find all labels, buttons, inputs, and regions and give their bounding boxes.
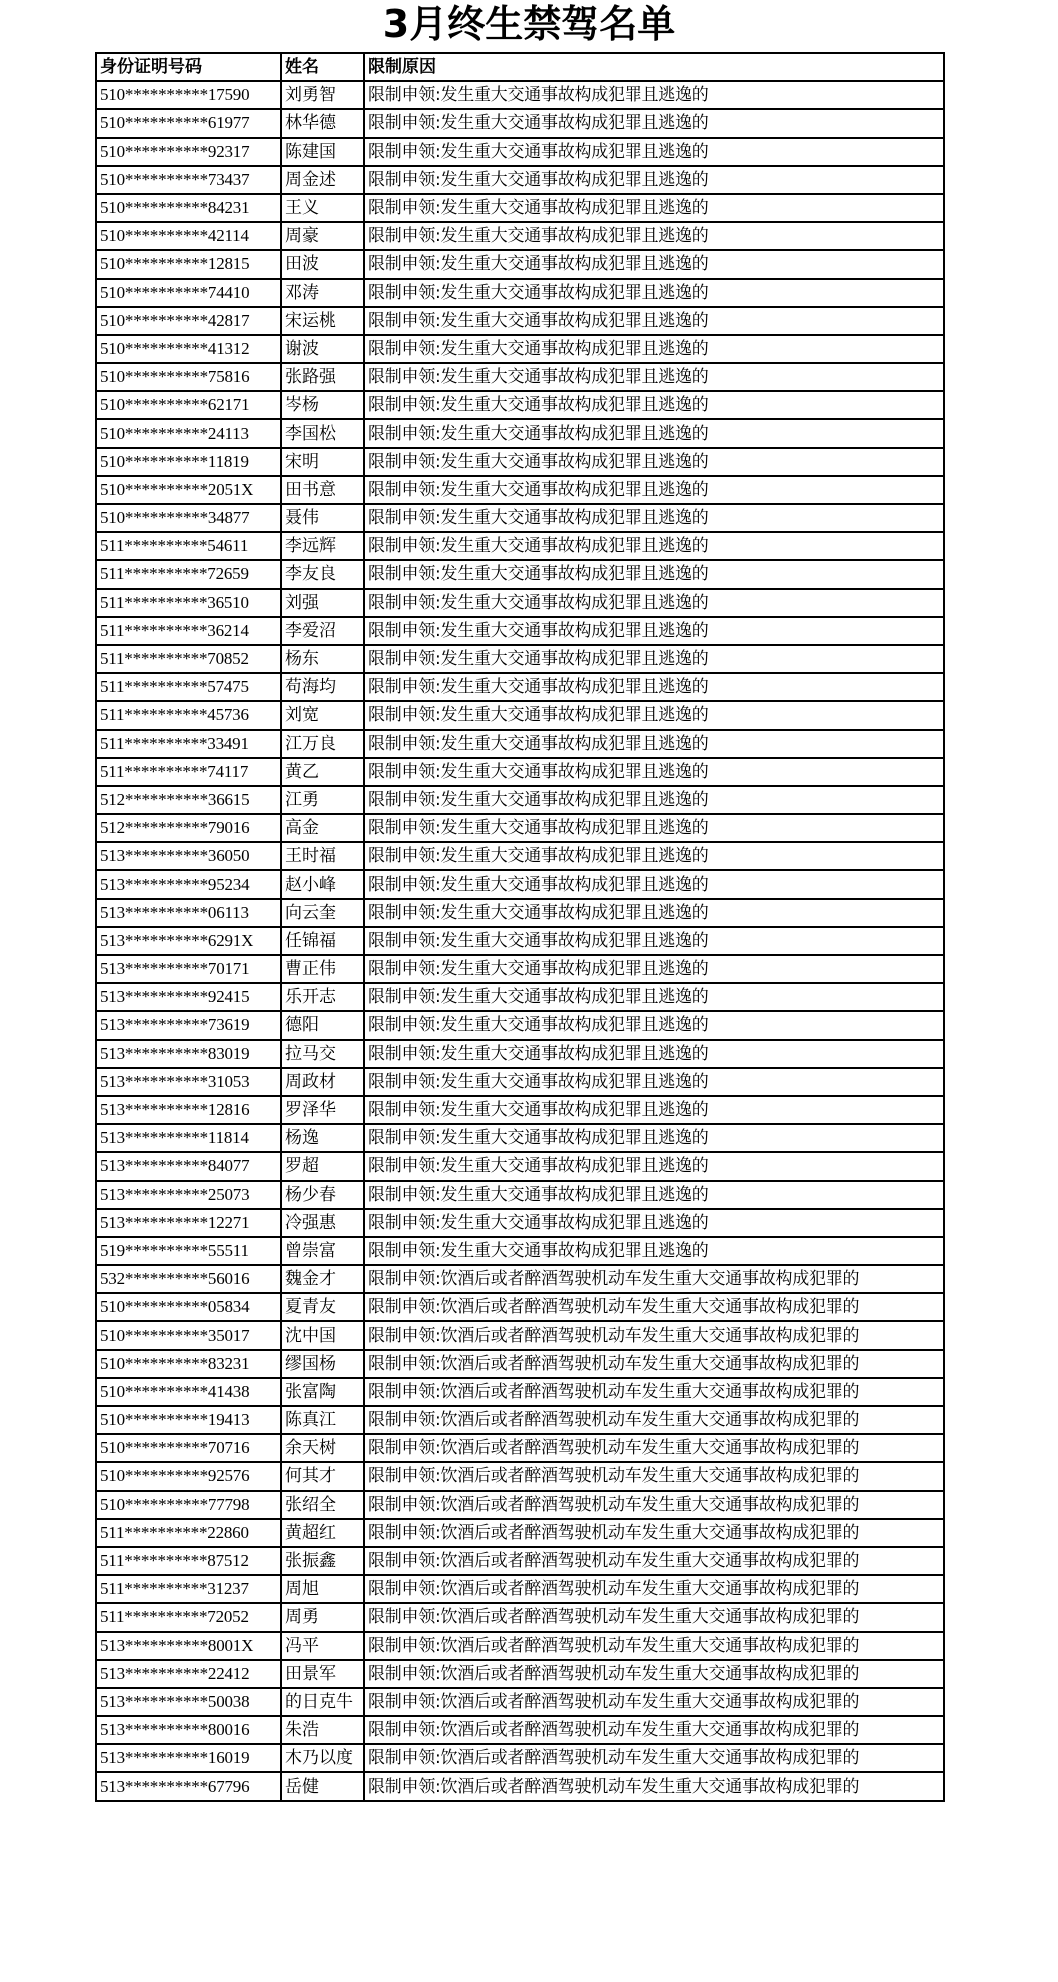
name-cell: 苟海均 [281, 673, 364, 701]
reason-cell: 限制申领:发生重大交通事故构成犯罪且逃逸的 [364, 1068, 944, 1096]
reason-cell: 限制申领:发生重大交通事故构成犯罪且逃逸的 [364, 1040, 944, 1068]
reason-cell: 限制申领:饮酒后或者醉酒驾驶机动车发生重大交通事故构成犯罪的 [364, 1716, 944, 1744]
table-row [96, 786, 944, 814]
reason-cell: 限制申领:发生重大交通事故构成犯罪且逃逸的 [364, 1011, 944, 1039]
id-cell: 513**********36050 [96, 842, 281, 870]
column-header-name: 姓名 [281, 53, 364, 81]
name-cell: 德阳 [281, 1011, 364, 1039]
name-cell: 田波 [281, 250, 364, 278]
table-row [96, 927, 944, 955]
id-cell: 513**********06113 [96, 899, 281, 927]
table-row [96, 1744, 944, 1772]
reason-cell: 限制申领:饮酒后或者醉酒驾驶机动车发生重大交通事故构成犯罪的 [364, 1406, 944, 1434]
reason-cell: 限制申领:发生重大交通事故构成犯罪且逃逸的 [364, 1124, 944, 1152]
reason-cell: 限制申领:发生重大交通事故构成犯罪且逃逸的 [364, 307, 944, 335]
name-cell: 赵小峰 [281, 870, 364, 898]
name-cell: 周豪 [281, 222, 364, 250]
reason-cell: 限制申领:发生重大交通事故构成犯罪且逃逸的 [364, 983, 944, 1011]
reason-cell: 限制申领:发生重大交通事故构成犯罪且逃逸的 [364, 81, 944, 109]
reason-cell: 限制申领:发生重大交通事故构成犯罪且逃逸的 [364, 363, 944, 391]
id-cell: 511**********70852 [96, 645, 281, 673]
id-cell: 510**********41438 [96, 1378, 281, 1406]
reason-cell: 限制申领:饮酒后或者醉酒驾驶机动车发生重大交通事故构成犯罪的 [364, 1660, 944, 1688]
id-cell: 510**********77798 [96, 1491, 281, 1519]
name-cell: 聂伟 [281, 504, 364, 532]
name-cell: 林华德 [281, 109, 364, 137]
id-cell: 513**********8001X [96, 1632, 281, 1660]
table-row [96, 814, 944, 842]
id-cell: 510**********19413 [96, 1406, 281, 1434]
reason-cell: 限制申领:发生重大交通事故构成犯罪且逃逸的 [364, 335, 944, 363]
id-cell: 510**********92317 [96, 138, 281, 166]
reason-cell: 限制申领:饮酒后或者醉酒驾驶机动车发生重大交通事故构成犯罪的 [364, 1547, 944, 1575]
reason-cell: 限制申领:发生重大交通事故构成犯罪且逃逸的 [364, 673, 944, 701]
name-cell: 任锦福 [281, 927, 364, 955]
table-row [96, 222, 944, 250]
reason-cell: 限制申领:发生重大交通事故构成犯罪且逃逸的 [364, 279, 944, 307]
reason-cell: 限制申领:发生重大交通事故构成犯罪且逃逸的 [364, 899, 944, 927]
table-row [96, 476, 944, 504]
table-row [96, 448, 944, 476]
name-cell: 周金述 [281, 166, 364, 194]
id-cell: 510**********41312 [96, 335, 281, 363]
reason-cell: 限制申领:饮酒后或者醉酒驾驶机动车发生重大交通事故构成犯罪的 [364, 1378, 944, 1406]
name-cell: 刘宽 [281, 701, 364, 729]
name-cell: 李远辉 [281, 532, 364, 560]
table-row [96, 419, 944, 447]
table-row [96, 955, 944, 983]
table-row [96, 1575, 944, 1603]
reason-cell: 限制申领:发生重大交通事故构成犯罪且逃逸的 [364, 927, 944, 955]
name-cell: 田景军 [281, 1660, 364, 1688]
name-cell: 王义 [281, 194, 364, 222]
table-header-row [96, 53, 944, 81]
reason-cell: 限制申领:发生重大交通事故构成犯罪且逃逸的 [364, 701, 944, 729]
reason-cell: 限制申领:饮酒后或者醉酒驾驶机动车发生重大交通事故构成犯罪的 [364, 1603, 944, 1631]
table-row [96, 194, 944, 222]
table-row [96, 983, 944, 1011]
name-cell: 木乃以度 [281, 1744, 364, 1772]
reason-cell: 限制申领:发生重大交通事故构成犯罪且逃逸的 [364, 532, 944, 560]
id-cell: 510**********70716 [96, 1434, 281, 1462]
name-cell: 张振鑫 [281, 1547, 364, 1575]
id-cell: 510**********2051X [96, 476, 281, 504]
reason-cell: 限制申领:饮酒后或者醉酒驾驶机动车发生重大交通事故构成犯罪的 [364, 1519, 944, 1547]
reason-cell: 限制申领:发生重大交通事故构成犯罪且逃逸的 [364, 504, 944, 532]
id-cell: 513**********70171 [96, 955, 281, 983]
table-row [96, 673, 944, 701]
id-cell: 511**********22860 [96, 1519, 281, 1547]
table-row [96, 645, 944, 673]
table-row [96, 1547, 944, 1575]
id-cell: 511**********36510 [96, 589, 281, 617]
name-cell: 陈真江 [281, 1406, 364, 1434]
table-row [96, 1350, 944, 1378]
name-cell: 沈中国 [281, 1321, 364, 1349]
table-row [96, 1688, 944, 1716]
table-row [96, 1603, 944, 1631]
id-cell: 519**********55511 [96, 1237, 281, 1265]
table-row [96, 335, 944, 363]
id-cell: 513**********16019 [96, 1744, 281, 1772]
name-cell: 向云奎 [281, 899, 364, 927]
table-row [96, 1040, 944, 1068]
id-cell: 510**********83231 [96, 1350, 281, 1378]
id-cell: 511**********36214 [96, 617, 281, 645]
id-cell: 511**********87512 [96, 1547, 281, 1575]
name-cell: 邓涛 [281, 279, 364, 307]
name-cell: 余天树 [281, 1434, 364, 1462]
table-row [96, 870, 944, 898]
name-cell: 杨逸 [281, 1124, 364, 1152]
table-row [96, 1011, 944, 1039]
id-cell: 510**********62171 [96, 391, 281, 419]
reason-cell: 限制申领:饮酒后或者醉酒驾驶机动车发生重大交通事故构成犯罪的 [364, 1350, 944, 1378]
reason-cell: 限制申领:发生重大交通事故构成犯罪且逃逸的 [364, 730, 944, 758]
ban-list-table [95, 52, 945, 1802]
name-cell: 冯平 [281, 1632, 364, 1660]
table-row [96, 307, 944, 335]
table-row [96, 617, 944, 645]
id-cell: 513**********95234 [96, 870, 281, 898]
id-cell: 510**********84231 [96, 194, 281, 222]
reason-cell: 限制申领:发生重大交通事故构成犯罪且逃逸的 [364, 448, 944, 476]
table-row [96, 1321, 944, 1349]
id-cell: 513**********83019 [96, 1040, 281, 1068]
table-row [96, 1660, 944, 1688]
name-cell: 黄超红 [281, 1519, 364, 1547]
reason-cell: 限制申领:发生重大交通事故构成犯罪且逃逸的 [364, 842, 944, 870]
table-row [96, 1096, 944, 1124]
name-cell: 江勇 [281, 786, 364, 814]
table-row [96, 1293, 944, 1321]
reason-cell: 限制申领:发生重大交通事故构成犯罪且逃逸的 [364, 222, 944, 250]
name-cell: 曾崇富 [281, 1237, 364, 1265]
id-cell: 510**********34877 [96, 504, 281, 532]
table-row [96, 560, 944, 588]
name-cell: 刘强 [281, 589, 364, 617]
table-row [96, 758, 944, 786]
table-row [96, 1632, 944, 1660]
reason-cell: 限制申领:饮酒后或者醉酒驾驶机动车发生重大交通事故构成犯罪的 [364, 1434, 944, 1462]
id-cell: 513**********73619 [96, 1011, 281, 1039]
id-cell: 511**********72659 [96, 560, 281, 588]
table-row [96, 391, 944, 419]
reason-cell: 限制申领:饮酒后或者醉酒驾驶机动车发生重大交通事故构成犯罪的 [364, 1688, 944, 1716]
name-cell: 冷强惠 [281, 1209, 364, 1237]
reason-cell: 限制申领:发生重大交通事故构成犯罪且逃逸的 [364, 617, 944, 645]
id-cell: 513**********25073 [96, 1181, 281, 1209]
id-cell: 513**********50038 [96, 1688, 281, 1716]
table-row [96, 899, 944, 927]
reason-cell: 限制申领:发生重大交通事故构成犯罪且逃逸的 [364, 250, 944, 278]
id-cell: 510**********12815 [96, 250, 281, 278]
table-row [96, 166, 944, 194]
reason-cell: 限制申领:发生重大交通事故构成犯罪且逃逸的 [364, 560, 944, 588]
reason-cell: 限制申领:发生重大交通事故构成犯罪且逃逸的 [364, 1181, 944, 1209]
id-cell: 510**********75816 [96, 363, 281, 391]
reason-cell: 限制申领:发生重大交通事故构成犯罪且逃逸的 [364, 194, 944, 222]
id-cell: 510**********17590 [96, 81, 281, 109]
reason-cell: 限制申领:发生重大交通事故构成犯罪且逃逸的 [364, 1152, 944, 1180]
id-cell: 510**********74410 [96, 279, 281, 307]
reason-cell: 限制申领:发生重大交通事故构成犯罪且逃逸的 [364, 1096, 944, 1124]
table-row [96, 81, 944, 109]
id-cell: 513**********11814 [96, 1124, 281, 1152]
name-cell: 何其才 [281, 1462, 364, 1490]
reason-cell: 限制申领:饮酒后或者醉酒驾驶机动车发生重大交通事故构成犯罪的 [364, 1321, 944, 1349]
id-cell: 513**********67796 [96, 1772, 281, 1800]
name-cell: 杨少春 [281, 1181, 364, 1209]
reason-cell: 限制申领:发生重大交通事故构成犯罪且逃逸的 [364, 814, 944, 842]
table-row [96, 1491, 944, 1519]
name-cell: 拉马交 [281, 1040, 364, 1068]
id-cell: 511**********33491 [96, 730, 281, 758]
reason-cell: 限制申领:饮酒后或者醉酒驾驶机动车发生重大交通事故构成犯罪的 [364, 1293, 944, 1321]
name-cell: 李爱沼 [281, 617, 364, 645]
name-cell: 岳健 [281, 1772, 364, 1800]
reason-cell: 限制申领:饮酒后或者醉酒驾驶机动车发生重大交通事故构成犯罪的 [364, 1632, 944, 1660]
id-cell: 510**********42114 [96, 222, 281, 250]
reason-cell: 限制申领:发生重大交通事故构成犯罪且逃逸的 [364, 1209, 944, 1237]
id-cell: 510**********11819 [96, 448, 281, 476]
id-cell: 513**********12271 [96, 1209, 281, 1237]
table-row [96, 504, 944, 532]
name-cell: 黄乙 [281, 758, 364, 786]
reason-cell: 限制申领:发生重大交通事故构成犯罪且逃逸的 [364, 476, 944, 504]
name-cell: 缪国杨 [281, 1350, 364, 1378]
table-row [96, 1406, 944, 1434]
reason-cell: 限制申领:饮酒后或者醉酒驾驶机动车发生重大交通事故构成犯罪的 [364, 1265, 944, 1293]
id-cell: 511**********74117 [96, 758, 281, 786]
table-row [96, 701, 944, 729]
name-cell: 李友良 [281, 560, 364, 588]
id-cell: 511**********72052 [96, 1603, 281, 1631]
table-row [96, 250, 944, 278]
name-cell: 宋明 [281, 448, 364, 476]
id-cell: 513**********80016 [96, 1716, 281, 1744]
column-header-id: 身份证明号码 [96, 53, 281, 81]
id-cell: 511**********45736 [96, 701, 281, 729]
name-cell: 谢波 [281, 335, 364, 363]
name-cell: 陈建国 [281, 138, 364, 166]
id-cell: 510**********61977 [96, 109, 281, 137]
table-row [96, 1124, 944, 1152]
reason-cell: 限制申领:发生重大交通事故构成犯罪且逃逸的 [364, 166, 944, 194]
name-cell: 乐开志 [281, 983, 364, 1011]
table-row [96, 1462, 944, 1490]
table-row [96, 109, 944, 137]
reason-cell: 限制申领:发生重大交通事故构成犯罪且逃逸的 [364, 645, 944, 673]
table-row [96, 138, 944, 166]
reason-cell: 限制申领:发生重大交通事故构成犯罪且逃逸的 [364, 870, 944, 898]
id-cell: 513**********6291X [96, 927, 281, 955]
table-row [96, 1772, 944, 1800]
name-cell: 周勇 [281, 1603, 364, 1631]
table-body [96, 81, 944, 1800]
table-row [96, 279, 944, 307]
id-cell: 510**********35017 [96, 1321, 281, 1349]
reason-cell: 限制申领:发生重大交通事故构成犯罪且逃逸的 [364, 1237, 944, 1265]
reason-cell: 限制申领:发生重大交通事故构成犯罪且逃逸的 [364, 589, 944, 617]
reason-cell: 限制申领:发生重大交通事故构成犯罪且逃逸的 [364, 758, 944, 786]
name-cell: 魏金才 [281, 1265, 364, 1293]
reason-cell: 限制申领:发生重大交通事故构成犯罪且逃逸的 [364, 391, 944, 419]
table-row [96, 730, 944, 758]
id-cell: 510**********24113 [96, 419, 281, 447]
id-cell: 511**********57475 [96, 673, 281, 701]
reason-cell: 限制申领:饮酒后或者醉酒驾驶机动车发生重大交通事故构成犯罪的 [364, 1772, 944, 1800]
table-row [96, 589, 944, 617]
table-row [96, 532, 944, 560]
name-cell: 的日克牛 [281, 1688, 364, 1716]
table-row [96, 1181, 944, 1209]
reason-cell: 限制申领:饮酒后或者醉酒驾驶机动车发生重大交通事故构成犯罪的 [364, 1462, 944, 1490]
reason-cell: 限制申领:发生重大交通事故构成犯罪且逃逸的 [364, 955, 944, 983]
id-cell: 510**********92576 [96, 1462, 281, 1490]
column-header-reason: 限制原因 [364, 53, 944, 81]
name-cell: 夏青友 [281, 1293, 364, 1321]
table-row [96, 1152, 944, 1180]
id-cell: 510**********42817 [96, 307, 281, 335]
table-row [96, 1434, 944, 1462]
id-cell: 513**********92415 [96, 983, 281, 1011]
name-cell: 周旭 [281, 1575, 364, 1603]
table-row [96, 1209, 944, 1237]
name-cell: 江万良 [281, 730, 364, 758]
table-row [96, 1378, 944, 1406]
id-cell: 511**********54611 [96, 532, 281, 560]
name-cell: 张富陶 [281, 1378, 364, 1406]
reason-cell: 限制申领:饮酒后或者醉酒驾驶机动车发生重大交通事故构成犯罪的 [364, 1491, 944, 1519]
name-cell: 张路强 [281, 363, 364, 391]
name-cell: 高金 [281, 814, 364, 842]
id-cell: 513**********84077 [96, 1152, 281, 1180]
name-cell: 杨东 [281, 645, 364, 673]
id-cell: 512**********79016 [96, 814, 281, 842]
reason-cell: 限制申领:发生重大交通事故构成犯罪且逃逸的 [364, 138, 944, 166]
name-cell: 岑杨 [281, 391, 364, 419]
id-cell: 513**********22412 [96, 1660, 281, 1688]
reason-cell: 限制申领:饮酒后或者醉酒驾驶机动车发生重大交通事故构成犯罪的 [364, 1744, 944, 1772]
reason-cell: 限制申领:发生重大交通事故构成犯罪且逃逸的 [364, 419, 944, 447]
reason-cell: 限制申领:发生重大交通事故构成犯罪且逃逸的 [364, 786, 944, 814]
id-cell: 513**********31053 [96, 1068, 281, 1096]
table-row [96, 1716, 944, 1744]
reason-cell: 限制申领:饮酒后或者醉酒驾驶机动车发生重大交通事故构成犯罪的 [364, 1575, 944, 1603]
id-cell: 510**********73437 [96, 166, 281, 194]
table-row [96, 1519, 944, 1547]
name-cell: 朱浩 [281, 1716, 364, 1744]
table-row [96, 1237, 944, 1265]
name-cell: 曹正伟 [281, 955, 364, 983]
name-cell: 张绍全 [281, 1491, 364, 1519]
table-row [96, 842, 944, 870]
reason-cell: 限制申领:发生重大交通事故构成犯罪且逃逸的 [364, 109, 944, 137]
id-cell: 532**********56016 [96, 1265, 281, 1293]
name-cell: 罗超 [281, 1152, 364, 1180]
id-cell: 513**********12816 [96, 1096, 281, 1124]
name-cell: 李国松 [281, 419, 364, 447]
name-cell: 田书意 [281, 476, 364, 504]
name-cell: 宋运桃 [281, 307, 364, 335]
name-cell: 周政材 [281, 1068, 364, 1096]
id-cell: 510**********05834 [96, 1293, 281, 1321]
table-row [96, 1265, 944, 1293]
id-cell: 511**********31237 [96, 1575, 281, 1603]
id-cell: 512**********36615 [96, 786, 281, 814]
page-title: 3月终生禁驾名单 [382, 2, 676, 46]
table-row [96, 363, 944, 391]
table-row [96, 1068, 944, 1096]
name-cell: 王时福 [281, 842, 364, 870]
name-cell: 刘勇智 [281, 81, 364, 109]
name-cell: 罗泽华 [281, 1096, 364, 1124]
